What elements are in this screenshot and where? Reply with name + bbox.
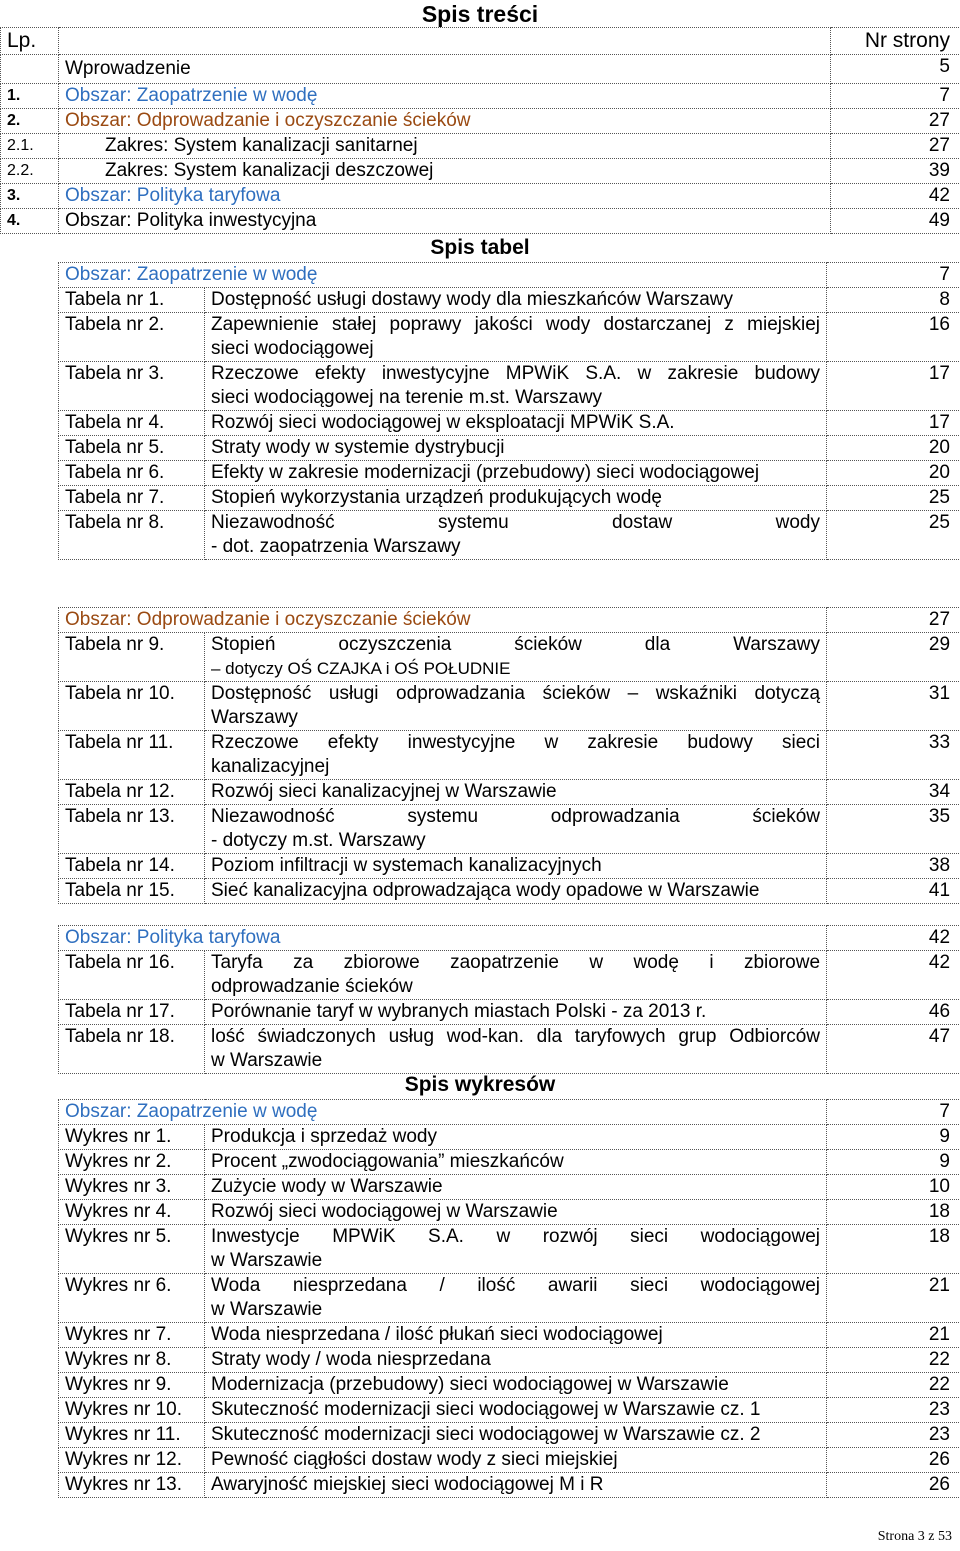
entry-title-line: Dostępność usługi dostawy wody dla mieszkańców Warszawy xyxy=(211,289,734,310)
entry-page-number: 21 xyxy=(827,1274,960,1323)
entry-title-line: Efekty w zakresie modernizacji (przebudowy) sieci wodociągowej xyxy=(211,462,760,483)
entry-title-line: Niezawodność systemu dostaw wody xyxy=(211,512,820,533)
entry-row xyxy=(59,805,960,854)
contents-table xyxy=(0,27,960,234)
area-title: Obszar: Polityka taryfowa xyxy=(59,926,827,951)
entry-label: Wykres nr 3. xyxy=(59,1175,205,1200)
entry-label: Tabela nr 18. xyxy=(59,1025,205,1074)
entry-row xyxy=(59,1225,960,1274)
contents-entry-title: Obszar: Polityka taryfowa xyxy=(59,184,831,209)
entry-title xyxy=(205,805,827,854)
entry-label: Wykres nr 4. xyxy=(59,1200,205,1225)
entry-title-line: Rzeczowe efekty inwestycyjne MPWiK S.A. w zakresie budowy xyxy=(211,363,820,384)
entry-row xyxy=(59,461,960,486)
entry-title-line: Dostępność usługi odprowadzania ścieków – wskaźniki dotyczą xyxy=(211,683,821,704)
contents-row xyxy=(1,84,960,109)
entry-title xyxy=(205,1448,827,1473)
entry-row xyxy=(59,1175,960,1200)
entry-page-number: 26 xyxy=(827,1448,960,1473)
entry-title-line: Modernizacja (przebudowy) sieci wodociągowej w Warszawie xyxy=(211,1374,729,1395)
entry-page-number: 23 xyxy=(827,1423,960,1448)
entry-page-number: 17 xyxy=(827,411,960,436)
entry-title-line: Stopień oczyszczenia ścieków dla Warszawy xyxy=(211,634,821,655)
entry-label: Wykres nr 12. xyxy=(59,1448,205,1473)
entry-label: Tabela nr 5. xyxy=(59,436,205,461)
area-row xyxy=(59,926,960,951)
entry-page-number: 8 xyxy=(827,288,960,313)
entry-title xyxy=(205,1473,827,1498)
entry-page-number: 41 xyxy=(827,879,960,904)
entry-title-line: Produkcja i sprzedaż wody xyxy=(211,1126,437,1147)
entry-page-number: 25 xyxy=(827,486,960,511)
entry-title xyxy=(205,682,827,731)
entry-row xyxy=(59,1448,960,1473)
area-page-number: 7 xyxy=(827,1100,960,1125)
entry-title-continuation: w Warszawie xyxy=(211,1050,323,1071)
entry-title-line: Zużycie wody w Warszawie xyxy=(211,1176,443,1197)
entry-page-number: 29 xyxy=(827,633,960,682)
tables-group-tariff xyxy=(58,925,960,1074)
entry-label: Tabela nr 8. xyxy=(59,511,205,560)
entry-page-number: 42 xyxy=(827,951,960,1000)
entry-label: Wykres nr 5. xyxy=(59,1225,205,1274)
entry-title-line: Poziom infiltracji w systemach kanalizacyjnych xyxy=(211,855,602,876)
entry-title xyxy=(205,1025,827,1074)
entry-title xyxy=(205,1200,827,1225)
entry-page-number: 34 xyxy=(827,780,960,805)
contents-page-number: 49 xyxy=(831,209,960,234)
entry-row xyxy=(59,1125,960,1150)
contents-entry-title: Obszar: Odprowadzanie i oczyszczanie ścieków xyxy=(59,109,831,134)
entry-title-continuation: - dot. zaopatrzenia Warszawy xyxy=(211,536,461,557)
entry-title xyxy=(205,1348,827,1373)
contents-row xyxy=(1,55,960,84)
entry-label: Tabela nr 2. xyxy=(59,313,205,362)
entry-label: Tabela nr 9. xyxy=(59,633,205,682)
entry-title-line: Porównanie taryf w wybranych miastach Polski - za 2013 r. xyxy=(211,1001,707,1022)
entry-title-line: Straty wody w systemie dystrybucji xyxy=(211,437,505,458)
entry-title xyxy=(205,1225,827,1274)
area-title: Obszar: Odprowadzanie i oczyszczanie ścieków xyxy=(59,608,827,633)
entry-page-number: 38 xyxy=(827,854,960,879)
entry-page-number: 22 xyxy=(827,1348,960,1373)
entry-title-line: Rozwój sieci kanalizacyjnej w Warszawie xyxy=(211,781,557,802)
entry-label: Wykres nr 2. xyxy=(59,1150,205,1175)
tables-group-water-supply xyxy=(58,262,960,560)
entry-title-line: Rozwój sieci wodociągowej w eksploatacji MPWiK S.A. xyxy=(211,412,675,433)
contents-page-number: 27 xyxy=(831,134,960,159)
area-row xyxy=(59,263,960,288)
area-row xyxy=(59,1100,960,1125)
entry-label: Tabela nr 13. xyxy=(59,805,205,854)
entry-title-continuation: – dotyczy OŚ CZAJKA i OŚ POŁUDNIE xyxy=(211,659,511,678)
entry-row xyxy=(59,436,960,461)
area-row xyxy=(59,608,960,633)
entry-row xyxy=(59,1025,960,1074)
entry-label: Tabela nr 17. xyxy=(59,1000,205,1025)
entry-row xyxy=(59,1200,960,1225)
contents-entry-title: Zakres: System kanalizacji sanitarnej xyxy=(59,134,831,159)
contents-row xyxy=(1,209,960,234)
entry-title-line: Stopień wykorzystania urządzeń produkujących wodę xyxy=(211,487,662,508)
entry-row xyxy=(59,288,960,313)
entry-row xyxy=(59,1398,960,1423)
entry-title-continuation: kanalizacyjnej xyxy=(211,756,330,777)
entry-label: Wykres nr 9. xyxy=(59,1373,205,1398)
page-title: Spis treści xyxy=(421,1,539,27)
entry-page-number: 20 xyxy=(827,461,960,486)
entry-title xyxy=(205,1125,827,1150)
contents-entry-title: Wprowadzenie xyxy=(59,55,831,84)
entry-title-continuation: Warszawy xyxy=(211,707,298,728)
area-page-number: 7 xyxy=(827,263,960,288)
contents-lp: 3. xyxy=(1,184,59,209)
entry-page-number: 22 xyxy=(827,1373,960,1398)
entry-label: Tabela nr 15. xyxy=(59,879,205,904)
entry-title-continuation: - dotyczy m.st. Warszawy xyxy=(211,830,426,851)
entry-row xyxy=(59,951,960,1000)
entry-title-continuation: odprowadzanie ścieków xyxy=(211,976,413,997)
contents-row xyxy=(1,109,960,134)
contents-page-number: 27 xyxy=(831,109,960,134)
entry-page-number: 16 xyxy=(827,313,960,362)
charts-table xyxy=(58,1099,960,1498)
entry-label: Wykres nr 13. xyxy=(59,1473,205,1498)
entry-label: Wykres nr 10. xyxy=(59,1398,205,1423)
area-page-number: 27 xyxy=(827,608,960,633)
entry-label: Tabela nr 6. xyxy=(59,461,205,486)
entry-row xyxy=(59,879,960,904)
entry-title xyxy=(205,854,827,879)
entry-title-line: Sieć kanalizacyjna odprowadzająca wody opadowe w Warszawie xyxy=(211,880,760,901)
entry-title-line: Zapewnienie stałej poprawy jakości wody dostarczanej z miejskiej xyxy=(211,314,820,335)
contents-lp: 2.1. xyxy=(1,134,59,159)
entry-title xyxy=(205,1373,827,1398)
entry-page-number: 20 xyxy=(827,436,960,461)
entry-row xyxy=(59,1348,960,1373)
entry-row xyxy=(59,1274,960,1323)
entry-title xyxy=(205,486,827,511)
contents-row xyxy=(1,184,960,209)
entry-title-line: Skuteczność modernizacji sieci wodociągowej w Warszawie cz. 2 xyxy=(211,1424,761,1445)
entry-row xyxy=(59,1373,960,1398)
entry-page-number: 17 xyxy=(827,362,960,411)
entry-title xyxy=(205,1274,827,1323)
contents-entry-title: Obszar: Zaopatrzenie w wodę xyxy=(59,84,831,109)
entry-page-number: 35 xyxy=(827,805,960,854)
contents-rows xyxy=(1,55,960,234)
entry-title-line: Awaryjność miejskiej sieci wodociągowej M i R xyxy=(211,1474,604,1495)
entry-label: Tabela nr 10. xyxy=(59,682,205,731)
entry-label: Tabela nr 11. xyxy=(59,731,205,780)
entry-label: Tabela nr 7. xyxy=(59,486,205,511)
tables-heading: Spis tabel xyxy=(430,236,530,259)
contents-page-number: 5 xyxy=(831,55,960,84)
entry-row xyxy=(59,486,960,511)
entry-title xyxy=(205,1175,827,1200)
entry-title-line: Procent „zwodociągowania” mieszkańców xyxy=(211,1151,564,1172)
entry-page-number: 9 xyxy=(827,1125,960,1150)
entry-row xyxy=(59,1473,960,1498)
contents-lp: 1. xyxy=(1,84,59,109)
entry-title xyxy=(205,879,827,904)
entry-label: Wykres nr 8. xyxy=(59,1348,205,1373)
entry-title xyxy=(205,1398,827,1423)
entry-label: Tabela nr 16. xyxy=(59,951,205,1000)
contents-lp: 2. xyxy=(1,109,59,134)
entry-title-line: Rzeczowe efekty inwestycyjne w zakresie budowy sieci xyxy=(211,732,821,753)
entry-title-continuation: w Warszawie xyxy=(211,1250,323,1271)
entry-title xyxy=(205,1150,827,1175)
entry-title-line: Rozwój sieci wodociągowej w Warszawie xyxy=(211,1201,558,1222)
entry-title xyxy=(205,633,827,682)
entry-title xyxy=(205,511,827,560)
entry-label: Tabela nr 4. xyxy=(59,411,205,436)
contents-page-number: 7 xyxy=(831,84,960,109)
contents-header xyxy=(1,28,960,55)
entry-title-line: Inwestycje MPWiK S.A. w rozwój sieci wodociągowej xyxy=(211,1226,820,1247)
entry-title xyxy=(205,288,827,313)
entry-label: Tabela nr 14. xyxy=(59,854,205,879)
entry-page-number: 18 xyxy=(827,1225,960,1274)
entry-page-number: 46 xyxy=(827,1000,960,1025)
entry-title xyxy=(205,436,827,461)
entry-page-number: 47 xyxy=(827,1025,960,1074)
entry-row xyxy=(59,1150,960,1175)
entry-row xyxy=(59,362,960,411)
entry-row xyxy=(59,854,960,879)
entry-label: Tabela nr 12. xyxy=(59,780,205,805)
entry-row xyxy=(59,411,960,436)
tables-group-sewage xyxy=(58,607,960,904)
entry-page-number: 23 xyxy=(827,1398,960,1423)
entry-title xyxy=(205,461,827,486)
entry-title-line: Skuteczność modernizacji sieci wodociągowej w Warszawie cz. 1 xyxy=(211,1399,761,1420)
entry-row xyxy=(59,780,960,805)
entry-title xyxy=(205,1000,827,1025)
entry-page-number: 26 xyxy=(827,1473,960,1498)
entry-title-line: Woda niesprzedana / ilość płukań sieci wodociągowej xyxy=(211,1324,663,1345)
entry-title xyxy=(205,1323,827,1348)
entry-page-number: 9 xyxy=(827,1150,960,1175)
contents-entry-title: Obszar: Polityka inwestycyjna xyxy=(59,209,831,234)
contents-page-number: 42 xyxy=(831,184,960,209)
entry-title xyxy=(205,951,827,1000)
entry-row xyxy=(59,1323,960,1348)
entry-page-number: 21 xyxy=(827,1323,960,1348)
entry-title-continuation: sieci wodociągowej na terenie m.st. Warszawy xyxy=(211,387,603,408)
entry-title xyxy=(205,731,827,780)
contents-lp: 4. xyxy=(1,209,59,234)
entry-row xyxy=(59,633,960,682)
entry-row xyxy=(59,682,960,731)
entry-title-continuation: w Warszawie xyxy=(211,1299,323,1320)
area-title: Obszar: Zaopatrzenie w wodę xyxy=(59,263,827,288)
entry-page-number: 33 xyxy=(827,731,960,780)
entry-row xyxy=(59,313,960,362)
entry-title xyxy=(205,780,827,805)
entry-title xyxy=(205,362,827,411)
contents-lp: 2.2. xyxy=(1,159,59,184)
entry-title-line: Taryfa za zbiorowe zaopatrzenie w wodę i zbiorowe xyxy=(211,952,821,973)
entry-title-line: Pewność ciągłości dostaw wody z sieci miejskiej xyxy=(211,1449,618,1470)
entry-page-number: 25 xyxy=(827,511,960,560)
entry-title xyxy=(205,411,827,436)
entry-page-number: 18 xyxy=(827,1200,960,1225)
entry-title xyxy=(205,313,827,362)
area-page-number: 42 xyxy=(827,926,960,951)
page-number-header: Nr strony xyxy=(831,28,960,55)
contents-row xyxy=(1,159,960,184)
lp-header: Lp. xyxy=(1,28,59,55)
entry-label: Tabela nr 1. xyxy=(59,288,205,313)
contents-lp xyxy=(1,55,59,84)
entry-label: Wykres nr 6. xyxy=(59,1274,205,1323)
entry-label: Tabela nr 3. xyxy=(59,362,205,411)
entry-page-number: 10 xyxy=(827,1175,960,1200)
entry-label: Wykres nr 1. xyxy=(59,1125,205,1150)
entry-label: Wykres nr 11. xyxy=(59,1423,205,1448)
charts-heading: Spis wykresów xyxy=(404,1073,556,1096)
area-title: Obszar: Zaopatrzenie w wodę xyxy=(59,1100,827,1125)
entry-title-continuation: sieci wodociągowej xyxy=(211,338,374,359)
entry-title-line: lość świadczonych usług wod-kan. dla taryfowych grup Odbiorców xyxy=(211,1026,821,1047)
entry-row xyxy=(59,1000,960,1025)
entry-title-line: Woda niesprzedana / ilość awarii sieci wodociągowej xyxy=(211,1275,820,1296)
contents-entry-title: Zakres: System kanalizacji deszczowej xyxy=(59,159,831,184)
entry-row xyxy=(59,1423,960,1448)
page-footer: Strona 3 z 53 xyxy=(877,1529,952,1544)
contents-row xyxy=(1,134,960,159)
entry-title-line: Straty wody / woda niesprzedana xyxy=(211,1349,491,1370)
entry-title-line: Niezawodność systemu odprowadzania ścieków xyxy=(211,806,821,827)
entry-row xyxy=(59,731,960,780)
entry-row xyxy=(59,511,960,560)
entry-page-number: 31 xyxy=(827,682,960,731)
contents-page-number: 39 xyxy=(831,159,960,184)
entry-title xyxy=(205,1423,827,1448)
entry-label: Wykres nr 7. xyxy=(59,1323,205,1348)
